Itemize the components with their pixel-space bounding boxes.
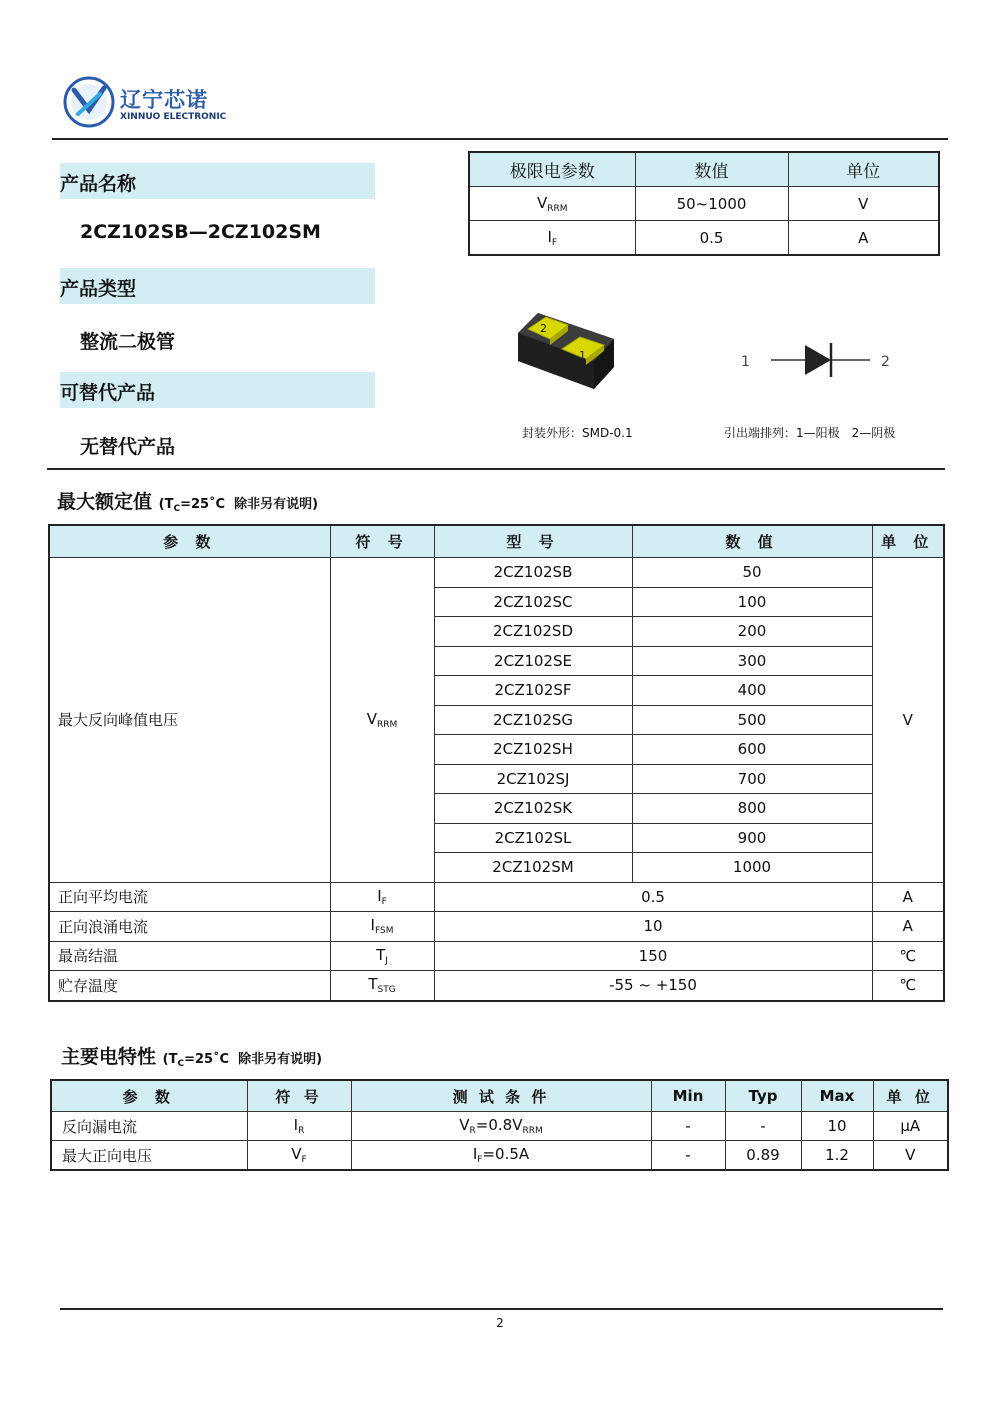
product-name-value: 2CZ102SB—2CZ102SM [80,221,321,243]
value-cell: 900 [632,823,872,853]
header-divider [52,138,948,140]
param-cell: 反向漏电流 [51,1112,247,1141]
param-cell: 贮存温度 [49,971,330,1001]
max-header-value: 数 值 [632,525,872,558]
unit-cell: ℃ [872,971,944,1001]
value-cell: 1000 [632,853,872,883]
symbol-cell: $I_R$ [247,1112,351,1141]
condition-cell: $I_F=0.5A$ [351,1141,651,1171]
alt-product-label: 可替代产品 [60,382,156,404]
product-name-label: 产品名称 [60,173,137,195]
limit-header-unit: 单位 [788,152,939,187]
value-cell: 200 [632,617,872,647]
elec-header-typ: Typ [725,1080,801,1112]
model-cell: 2CZ102SM [434,853,632,883]
max-cell: 1.2 [801,1141,873,1171]
limit-header-value: 数值 [635,152,788,187]
pad-2-label: 2 [540,322,547,335]
elec-header-min: Min [651,1080,725,1112]
alt-product-value: 无替代产品 [80,436,176,458]
max-header-unit: 单 位 [872,525,944,558]
table-row [49,882,944,912]
limit-unit: A [788,221,939,256]
param-cell: 最大正向电压 [51,1141,247,1171]
logo-emblem-icon [62,74,118,130]
limit-value: 0.5 [635,221,788,256]
section-divider [47,468,945,470]
max-header-model: 型 号 [434,525,632,558]
typ-cell: - [725,1112,801,1141]
value-cell: 500 [632,705,872,735]
model-cell: 2CZ102SK [434,794,632,824]
min-cell: - [651,1141,725,1171]
pin-caption: 引出端排列：1—阳极 2—阴极 [724,426,896,440]
model-cell: 2CZ102SB [434,558,632,588]
elec-header-unit: 单 位 [873,1080,948,1112]
model-cell: 2CZ102SD [434,617,632,647]
table-row [49,912,944,942]
value-cell: -55 ~ +150 [434,971,872,1001]
product-type-bar [60,268,375,304]
value-cell: 150 [434,941,872,971]
footer-divider [60,1308,943,1310]
typ-cell: 0.89 [725,1141,801,1171]
symbol-cell: $V_F$ [247,1141,351,1171]
table-row [49,941,944,971]
symbol-cell: $T_J$ [330,941,434,971]
model-cell: 2CZ102SG [434,705,632,735]
table-row [469,221,939,256]
value-cell: 300 [632,646,872,676]
brand-name-cn: 辽宁芯诺 [120,88,208,112]
symbol-cell: $I_{FSM}$ [330,912,434,942]
table-row [49,971,944,1001]
max-cell: 10 [801,1112,873,1141]
model-cell: 2CZ102SL [434,823,632,853]
model-cell: 2CZ102SH [434,735,632,765]
max-ratings-title: 最大额定值 ($T_C=25˚C$ 除非另有说明) [57,491,319,514]
min-cell: - [651,1112,725,1141]
value-cell: 400 [632,676,872,706]
unit-cell: A [872,882,944,912]
limit-header-param: 极限电参数 [469,152,635,187]
max-ratings-table [48,524,945,1002]
brand-name-en: XINNUO ELECTRONIC [120,112,227,122]
max-header-param: 参 数 [49,525,330,558]
elec-header-condition: 测 试 条 件 [351,1080,651,1112]
value-cell: 0.5 [434,882,872,912]
param-cell: 最大反向峰值电压 [49,558,330,883]
product-type-label: 产品类型 [60,278,137,300]
value-cell: 700 [632,764,872,794]
elec-char-table [50,1079,949,1171]
symbol-cell: $T_{STG}$ [330,971,434,1001]
table-row [469,187,939,221]
brand-logo [62,74,227,130]
model-cell: 2CZ102SF [434,676,632,706]
limit-value: 50~1000 [635,187,788,221]
pad-1-label: 1 [579,349,586,362]
elec-header-param: 参 数 [51,1080,247,1112]
limit-params-table [468,151,940,256]
symbol-cell: $V_{RRM}$ [330,558,434,883]
value-cell: 800 [632,794,872,824]
product-type-value: 整流二极管 [80,331,176,353]
value-cell: 600 [632,735,872,765]
elec-title: 主要电特性 ($T_C=25˚C$ 除非另有说明) [61,1046,323,1069]
product-name-bar [60,163,375,199]
pin-2-label: 2 [881,354,890,370]
elec-header-symbol: 符 号 [247,1080,351,1112]
model-cell: 2CZ102SC [434,587,632,617]
unit-cell: ℃ [872,941,944,971]
unit-cell: μA [873,1112,948,1141]
model-cell: 2CZ102SJ [434,764,632,794]
diode-symbol [735,335,895,385]
value-cell: 50 [632,558,872,588]
model-cell: 2CZ102SE [434,646,632,676]
limit-unit: V [788,187,939,221]
pin-1-label: 1 [741,354,750,370]
table-row [51,1112,948,1141]
unit-cell: A [872,912,944,942]
package-illustration [510,305,620,395]
alt-product-bar [60,372,375,408]
package-caption: 封装外形：SMD-0.1 [522,426,633,440]
table-row [51,1141,948,1171]
max-header-symbol: 符 号 [330,525,434,558]
limit-symbol: $V_{RRM}$ [469,187,635,221]
limit-symbol: $I_F$ [469,221,635,256]
symbol-cell: $I_F$ [330,882,434,912]
value-cell: 100 [632,587,872,617]
param-cell: 最高结温 [49,941,330,971]
param-cell: 正向平均电流 [49,882,330,912]
elec-header-max: Max [801,1080,873,1112]
unit-cell: V [872,558,944,883]
page-number: 2 [496,1316,504,1330]
table-row [49,558,944,588]
param-cell: 正向浪涌电流 [49,912,330,942]
condition-cell: $V_R=0.8V_{RRM}$ [351,1112,651,1141]
value-cell: 10 [434,912,872,942]
unit-cell: V [873,1141,948,1171]
